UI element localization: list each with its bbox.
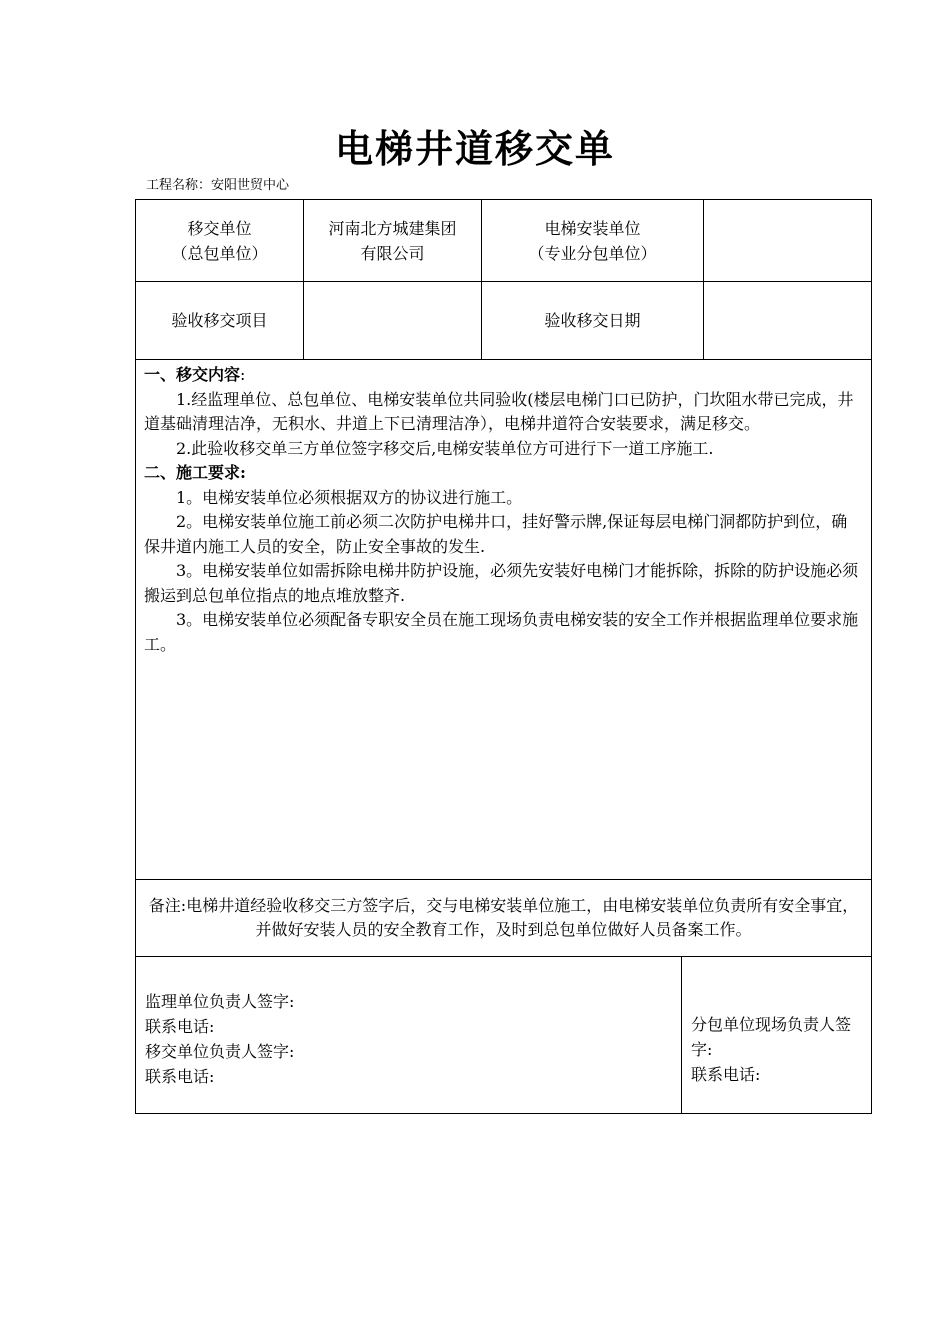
section1-paragraph-2: 2.此验收移交单三方单位签字移交后,电梯安装单位方可进行下一道工序施工. <box>176 438 714 458</box>
item-date-row <box>136 282 872 360</box>
install-unit-label: 电梯安装单位 <box>544 218 641 238</box>
section2-paragraph-3: 3。电梯安装单位如需拆除电梯井防护设施，必须先安装好电梯门才能拆除，拆除的防护设施必须搬运到总包单位指点的地点堆放整齐. <box>144 561 859 605</box>
date-value-cell[interactable] <box>704 282 872 360</box>
page-title: 电梯井道移交单 <box>334 127 615 171</box>
section1-paragraph-1: 1.经监理单位、总包单位、电梯安装单位共同验收(楼层电梯门口已防护，门坎阻水带已完成，井道基础清理洁净，无积水、井道上下已清理洁净），电梯井道符合安装要求，满足移交。 <box>144 389 854 433</box>
project-name: 工程名称：安阳世贸中心 <box>146 178 290 193</box>
section2-paragraph-1: 1。电梯安装单位必须根据双方的协议进行施工。 <box>176 487 523 507</box>
transfer-phone-label: 联系电话: <box>145 1067 215 1086</box>
transfer-sign-label: 移交单位负责人签字: <box>145 1042 295 1061</box>
section2-title: 二、施工要求: <box>144 463 246 482</box>
item-value-cell[interactable] <box>304 282 482 360</box>
note-cell: 备注:电梯井道经验收移交三方签字后，交与电梯安装单位施工，由电梯安装单位负责所有安全事宜，并做好安装人员的安全教育工作，及时到总包单位做好人员备案工作。 <box>136 880 872 957</box>
transfer-unit-value-cell[interactable] <box>304 200 482 282</box>
transfer-unit-label: 移交单位 <box>187 218 252 238</box>
content-cell <box>136 360 872 880</box>
install-unit-sublabel: （专业分包单位） <box>528 243 657 263</box>
section1-title: 一、移交内容 <box>144 365 241 384</box>
signature-left-cell[interactable] <box>136 957 682 1114</box>
signature-right-cell[interactable] <box>682 957 872 1114</box>
transfer-unit-label-cell <box>136 200 304 282</box>
transfer-unit-value-line1: 河南北方城建集团 <box>328 218 457 238</box>
header-row <box>136 200 872 282</box>
sub-phone-label: 联系电话: <box>691 1065 761 1084</box>
section2-paragraph-4: 3。电梯安装单位必须配备专职安全员在施工现场负责电梯安装的安全工作并根据监理单位要求施工。 <box>144 610 859 654</box>
transfer-form <box>135 199 872 1114</box>
item-label: 验收移交项目 <box>136 282 304 360</box>
supervisor-sign-label: 监理单位负责人签字: <box>145 992 295 1011</box>
supervisor-phone-label: 联系电话: <box>145 1017 215 1036</box>
section2-paragraph-2: 2。电梯安装单位施工前必须二次防护电梯井口，挂好警示牌,保证每层电梯门洞都防护到位，确保井道内施工人员的安全，防止安全事故的发生. <box>144 512 848 556</box>
signature-row <box>136 957 872 1114</box>
sub-sign-label: 分包单位现场负责人签字: <box>691 1015 852 1059</box>
transfer-unit-sublabel: （总包单位） <box>171 243 268 263</box>
transfer-unit-value-line2: 有限公司 <box>360 243 425 263</box>
note-row <box>136 880 872 957</box>
section1-colon: : <box>240 365 246 384</box>
date-label: 验收移交日期 <box>482 282 704 360</box>
install-unit-label-cell <box>482 200 704 282</box>
install-unit-value-cell[interactable] <box>704 200 872 282</box>
content-row <box>136 360 872 880</box>
